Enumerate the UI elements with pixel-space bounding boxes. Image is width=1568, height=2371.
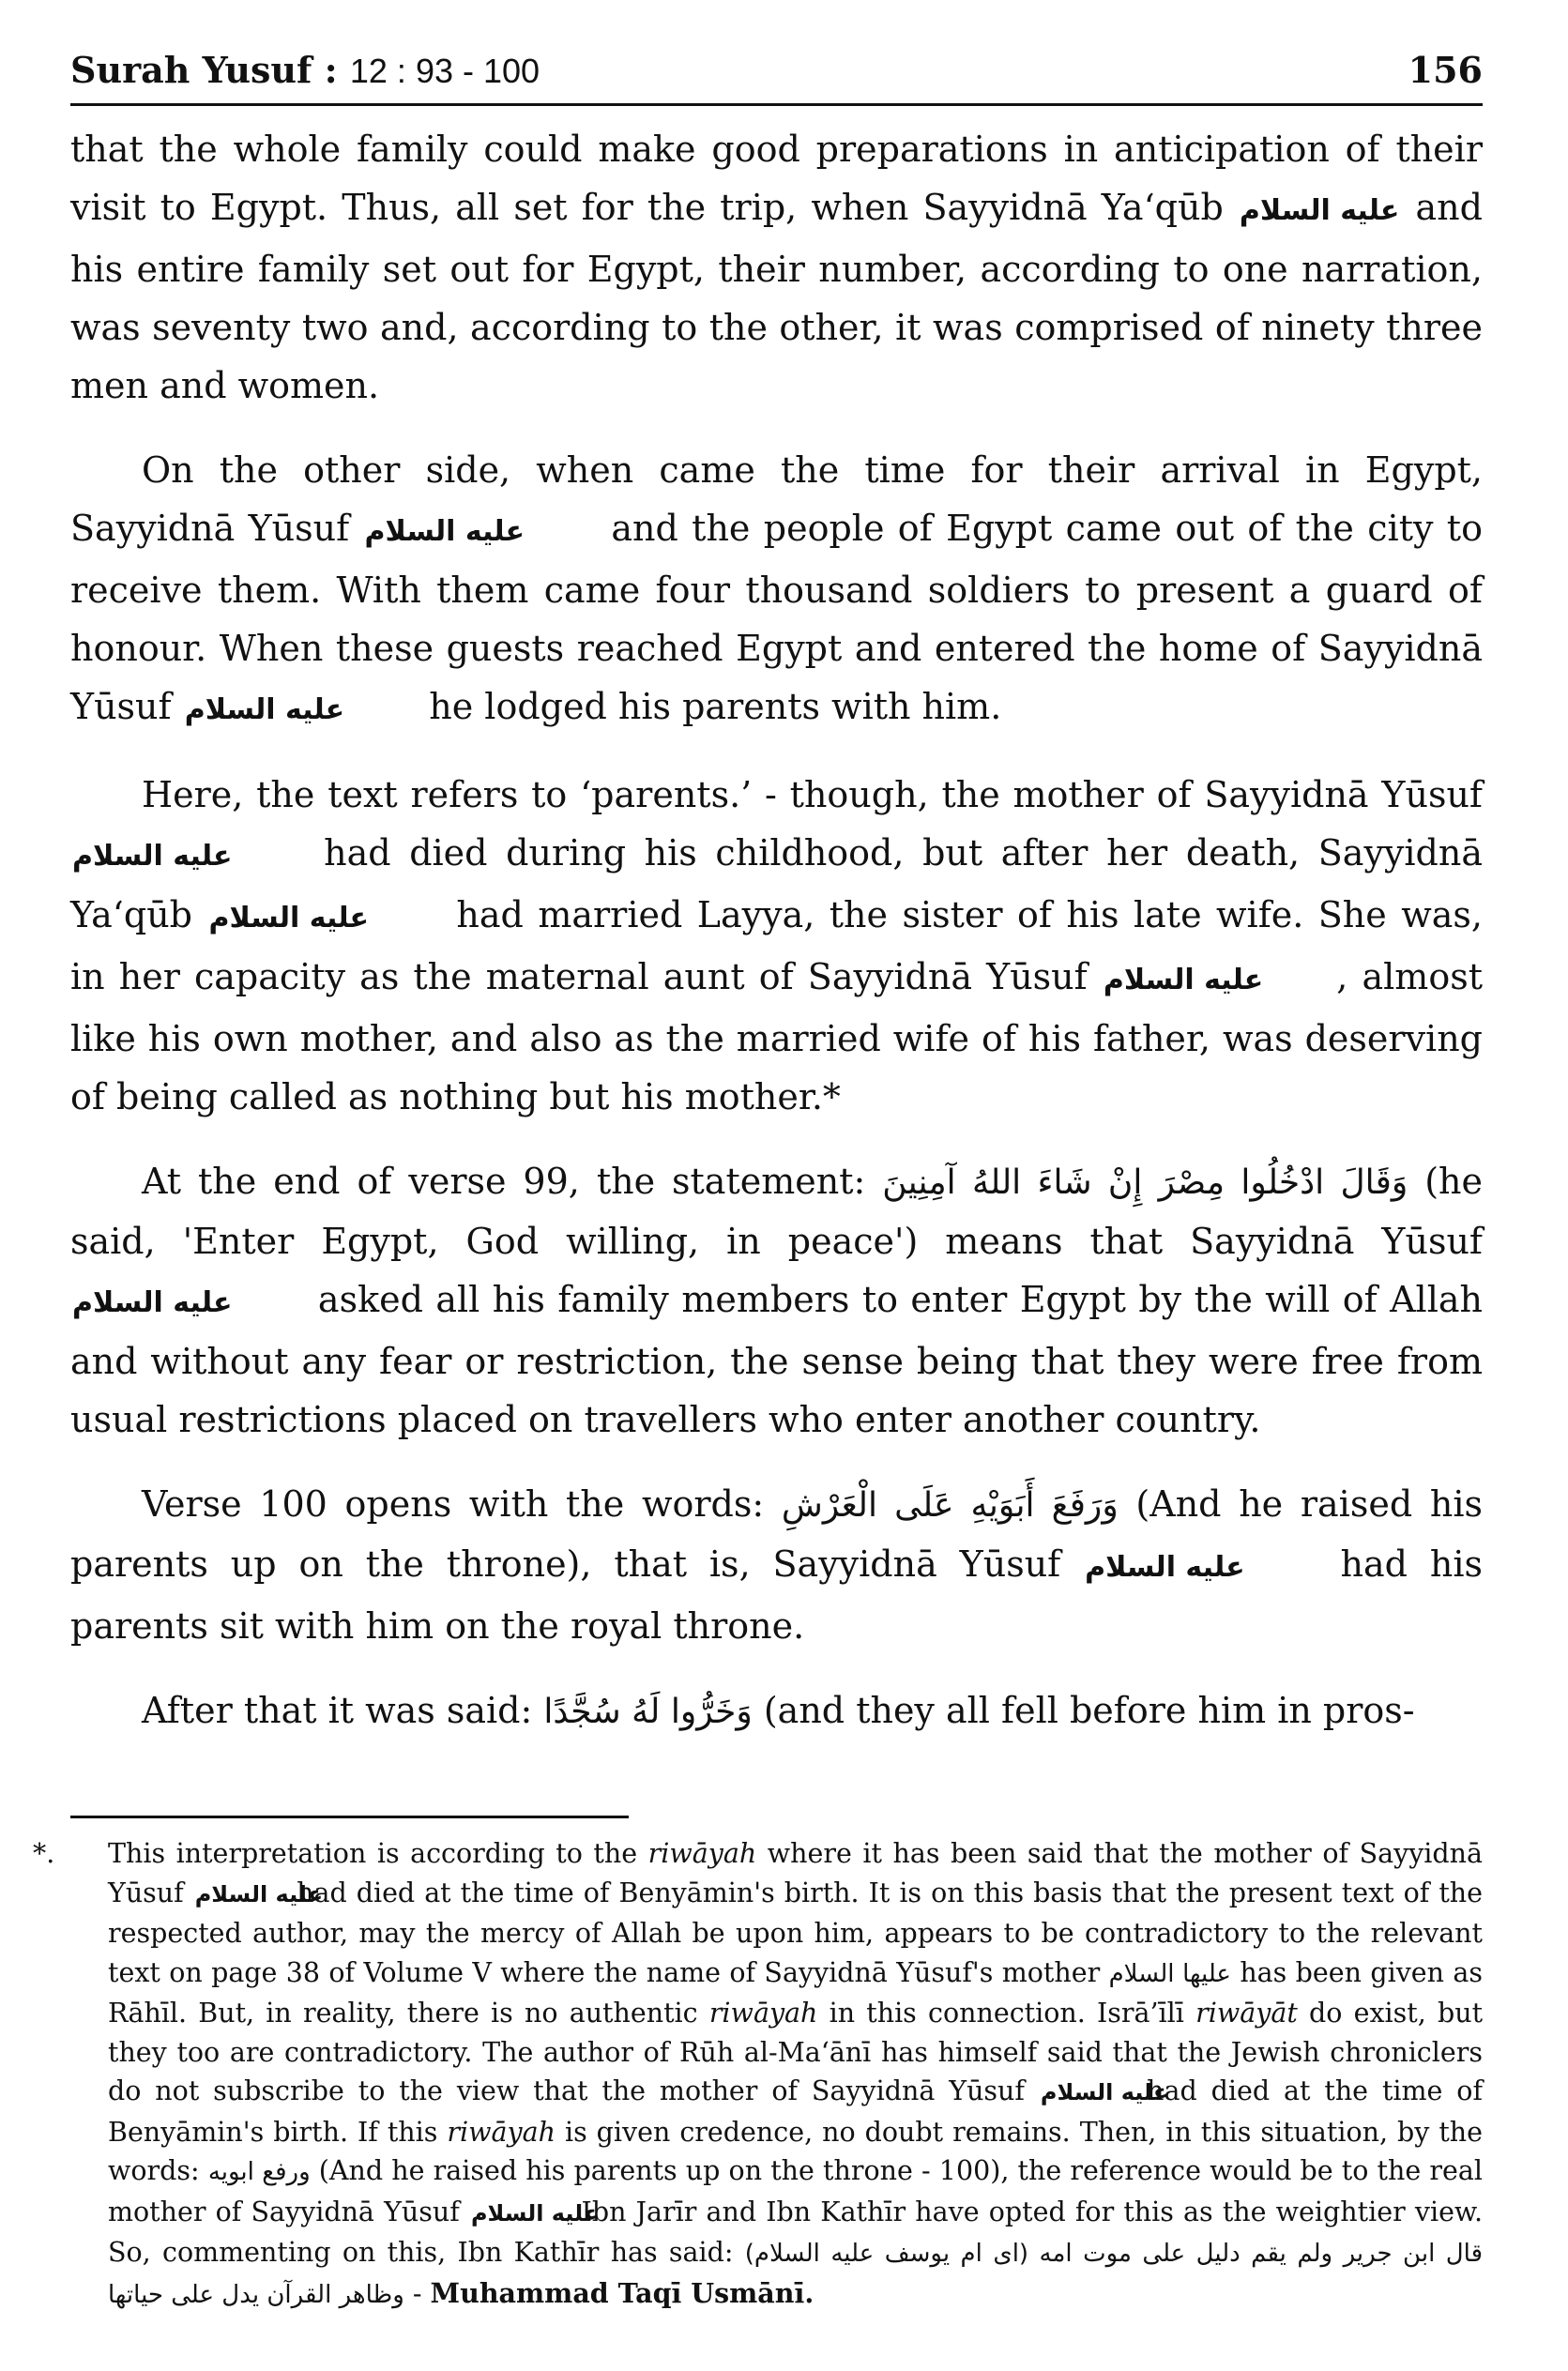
fn-arabic: ورفع ابويه <box>207 2158 311 2186</box>
page-number: 156 <box>1408 49 1483 91</box>
p4-text-b: (he said, 'Enter Egypt, God willing, in peace') means that Sayyidnā Yūsuf <box>70 1161 1483 1262</box>
arabic-quote: وَخَرُّوا لَهُ سُجَّدًا <box>543 1693 753 1731</box>
p5-text-c: had his parents sit with him on the royal throne. <box>70 1543 1483 1647</box>
p1-text-a: that the whole family could make good preparations in anticipation of their visit to Egypt. Thus, all set for the trip, when Sayyidnā Ya‘qūb <box>70 129 1483 228</box>
surah-title <box>70 49 540 91</box>
paragraph-1 <box>70 120 1483 415</box>
fn-text: has been given as Rāhīl. But, in reality, there is no authentic <box>108 1956 1483 2029</box>
verse-reference: 12 : 93 - 100 <box>349 52 540 90</box>
honorific-icon: عليه السلام <box>1040 2079 1169 2105</box>
fn-text: is given credence, no doubt remains. Then, in this situation, by the words: <box>108 2116 1484 2186</box>
p2-text-b: and the people of Egypt came out of the city to receive them. With them came four thousand soldiers to present a guard of honour. When these guests reached Egypt and entered the home of Sayyidnā Yūsuf <box>70 508 1483 727</box>
p6-text-a: After that it was said: <box>142 1690 533 1731</box>
footnote-body <box>33 1834 1484 2315</box>
fn-author: Muhammad Taqī Usmānī. <box>430 2276 814 2309</box>
p5-text-a: Verse 100 opens with the words: <box>142 1483 765 1525</box>
footnote-divider <box>70 1816 629 1818</box>
fn-text: do exist, but they too are contradictory. The author of Rūh al-Ma‘ānī has himself said that the Jewish chroniclers do not subscribe to the view that the mother of Sayyidnā Yūsuf <box>108 1998 1484 2106</box>
paragraph-3 <box>70 766 1483 1126</box>
p5-text-b: (And he raised his parents up on the throne), that is, Sayyidnā Yūsuf <box>70 1483 1483 1585</box>
p2-text-c: he lodged his parents with him. <box>429 686 1002 727</box>
fn-text: . Ibn Jarīr and Ibn Kathīr have opted for this as the weightier view. So, commenting on this, Ibn Kathīr has said: <box>108 2196 1484 2268</box>
fn-text: in this connection. Isrā’īlī <box>829 1998 1184 2029</box>
main-text <box>70 120 1483 1768</box>
fn-text: where it has been said that the mother of Sayyidnā Yūsuf <box>108 1838 1483 1908</box>
honorific-icon: عليه السلام <box>72 840 233 873</box>
honorific-icon: عليه السلام <box>184 693 345 726</box>
fn-arabic: عليها السلام <box>1108 1959 1231 1988</box>
p6-text-b: (and they all fell before him in pros- <box>763 1690 1415 1731</box>
p3-text-a: Here, the text refers to ‘parents.’ - though, the mother of Sayyidnā Yūsuf <box>142 774 1483 815</box>
p3-text-b: had died during his childhood, but after her death, Sayyidnā Ya‘qūb <box>70 832 1483 935</box>
honorific-icon: عليه السلام <box>194 1880 324 1907</box>
honorific-icon: عليه السلام <box>208 902 369 935</box>
p1-text-b: and his entire family set out for Egypt, their number, according to one narration, was seventy two and, according to the other, it was comprised of ninety three men and women. <box>70 187 1483 406</box>
p3-text-c: had married Layya, the sister of his late wife. She was, in her capacity as the maternal aunt of Sayyidnā Yūsuf <box>70 894 1483 997</box>
honorific-icon: عليه السلام <box>1103 964 1264 996</box>
honorific-icon: عليه السلام <box>1239 194 1400 227</box>
paragraph-2 <box>70 441 1483 739</box>
fn-italic-term: riwāyāt <box>1195 1998 1298 2029</box>
paragraph-5 <box>70 1475 1483 1655</box>
fn-text: This interpretation is according to the <box>108 1838 638 1869</box>
fn-arabic: قال ابن جرير ولم يقم دليل على موت امه (اى ام يوسف عليه السلام) وظاهر القرآن يدل على حياتها <box>108 2240 1483 2309</box>
running-header <box>70 28 1483 106</box>
fn-text: had died at the time of Benyāmin's birth. If this <box>108 2075 1484 2148</box>
arabic-quote: وَقَالَ ادْخُلُوا مِصْرَ إِنْ شَاءَ اللهُ آمِنِينَ <box>882 1163 1408 1202</box>
paragraph-6 <box>70 1681 1483 1741</box>
p4-text-a: At the end of verse 99, the statement: <box>142 1161 866 1202</box>
fn-text: had died at the time of Benyāmin's birth. It is on this basis that the present text of the respected author, may the mercy of Allah be upon him, appears to be contradictory to the relevant text on page 38 of Volume V where the name of Sayyidnā Yūsuf's mother <box>108 1877 1484 1988</box>
p2-text-a: On the other side, when came the time for their arrival in Egypt, Sayyidnā Yūsuf <box>70 449 1483 549</box>
title-separator: : <box>312 49 350 91</box>
fn-italic-term: riwāyah <box>447 2116 556 2148</box>
honorific-icon: عليه السلام <box>470 2199 600 2227</box>
footnote-mark: *. <box>33 1838 55 1869</box>
paragraph-4 <box>70 1152 1483 1449</box>
footnote <box>33 1834 1484 2315</box>
page <box>33 28 1484 2346</box>
honorific-icon: عليه السلام <box>72 1286 233 1319</box>
fn-italic-term: riwāyah <box>708 1998 818 2029</box>
honorific-icon: عليه السلام <box>1085 1551 1245 1584</box>
fn-italic-term: riwāyah <box>647 1838 757 1869</box>
fn-text: (And he raised his parents up on the throne - 100), the reference would be to the real mother of Sayyidnā Yūsuf <box>108 2155 1483 2227</box>
surah-name: Surah Yusuf <box>70 49 312 91</box>
p3-text-d: , almost like his own mother, and also as the married wife of his father, was deserving of being called as nothing but his mother.* <box>70 956 1483 1117</box>
honorific-icon: عليه السلام <box>364 515 525 548</box>
fn-dash: - <box>403 2277 431 2309</box>
arabic-quote: وَرَفَعَ أَبَوَيْهِ عَلَى الْعَرْشِ <box>781 1486 1119 1525</box>
p4-text-c: asked all his family members to enter Egypt by the will of Allah and without any fear or restriction, the sense being that they were free from usual restrictions placed on travellers who enter another country. <box>70 1279 1483 1440</box>
